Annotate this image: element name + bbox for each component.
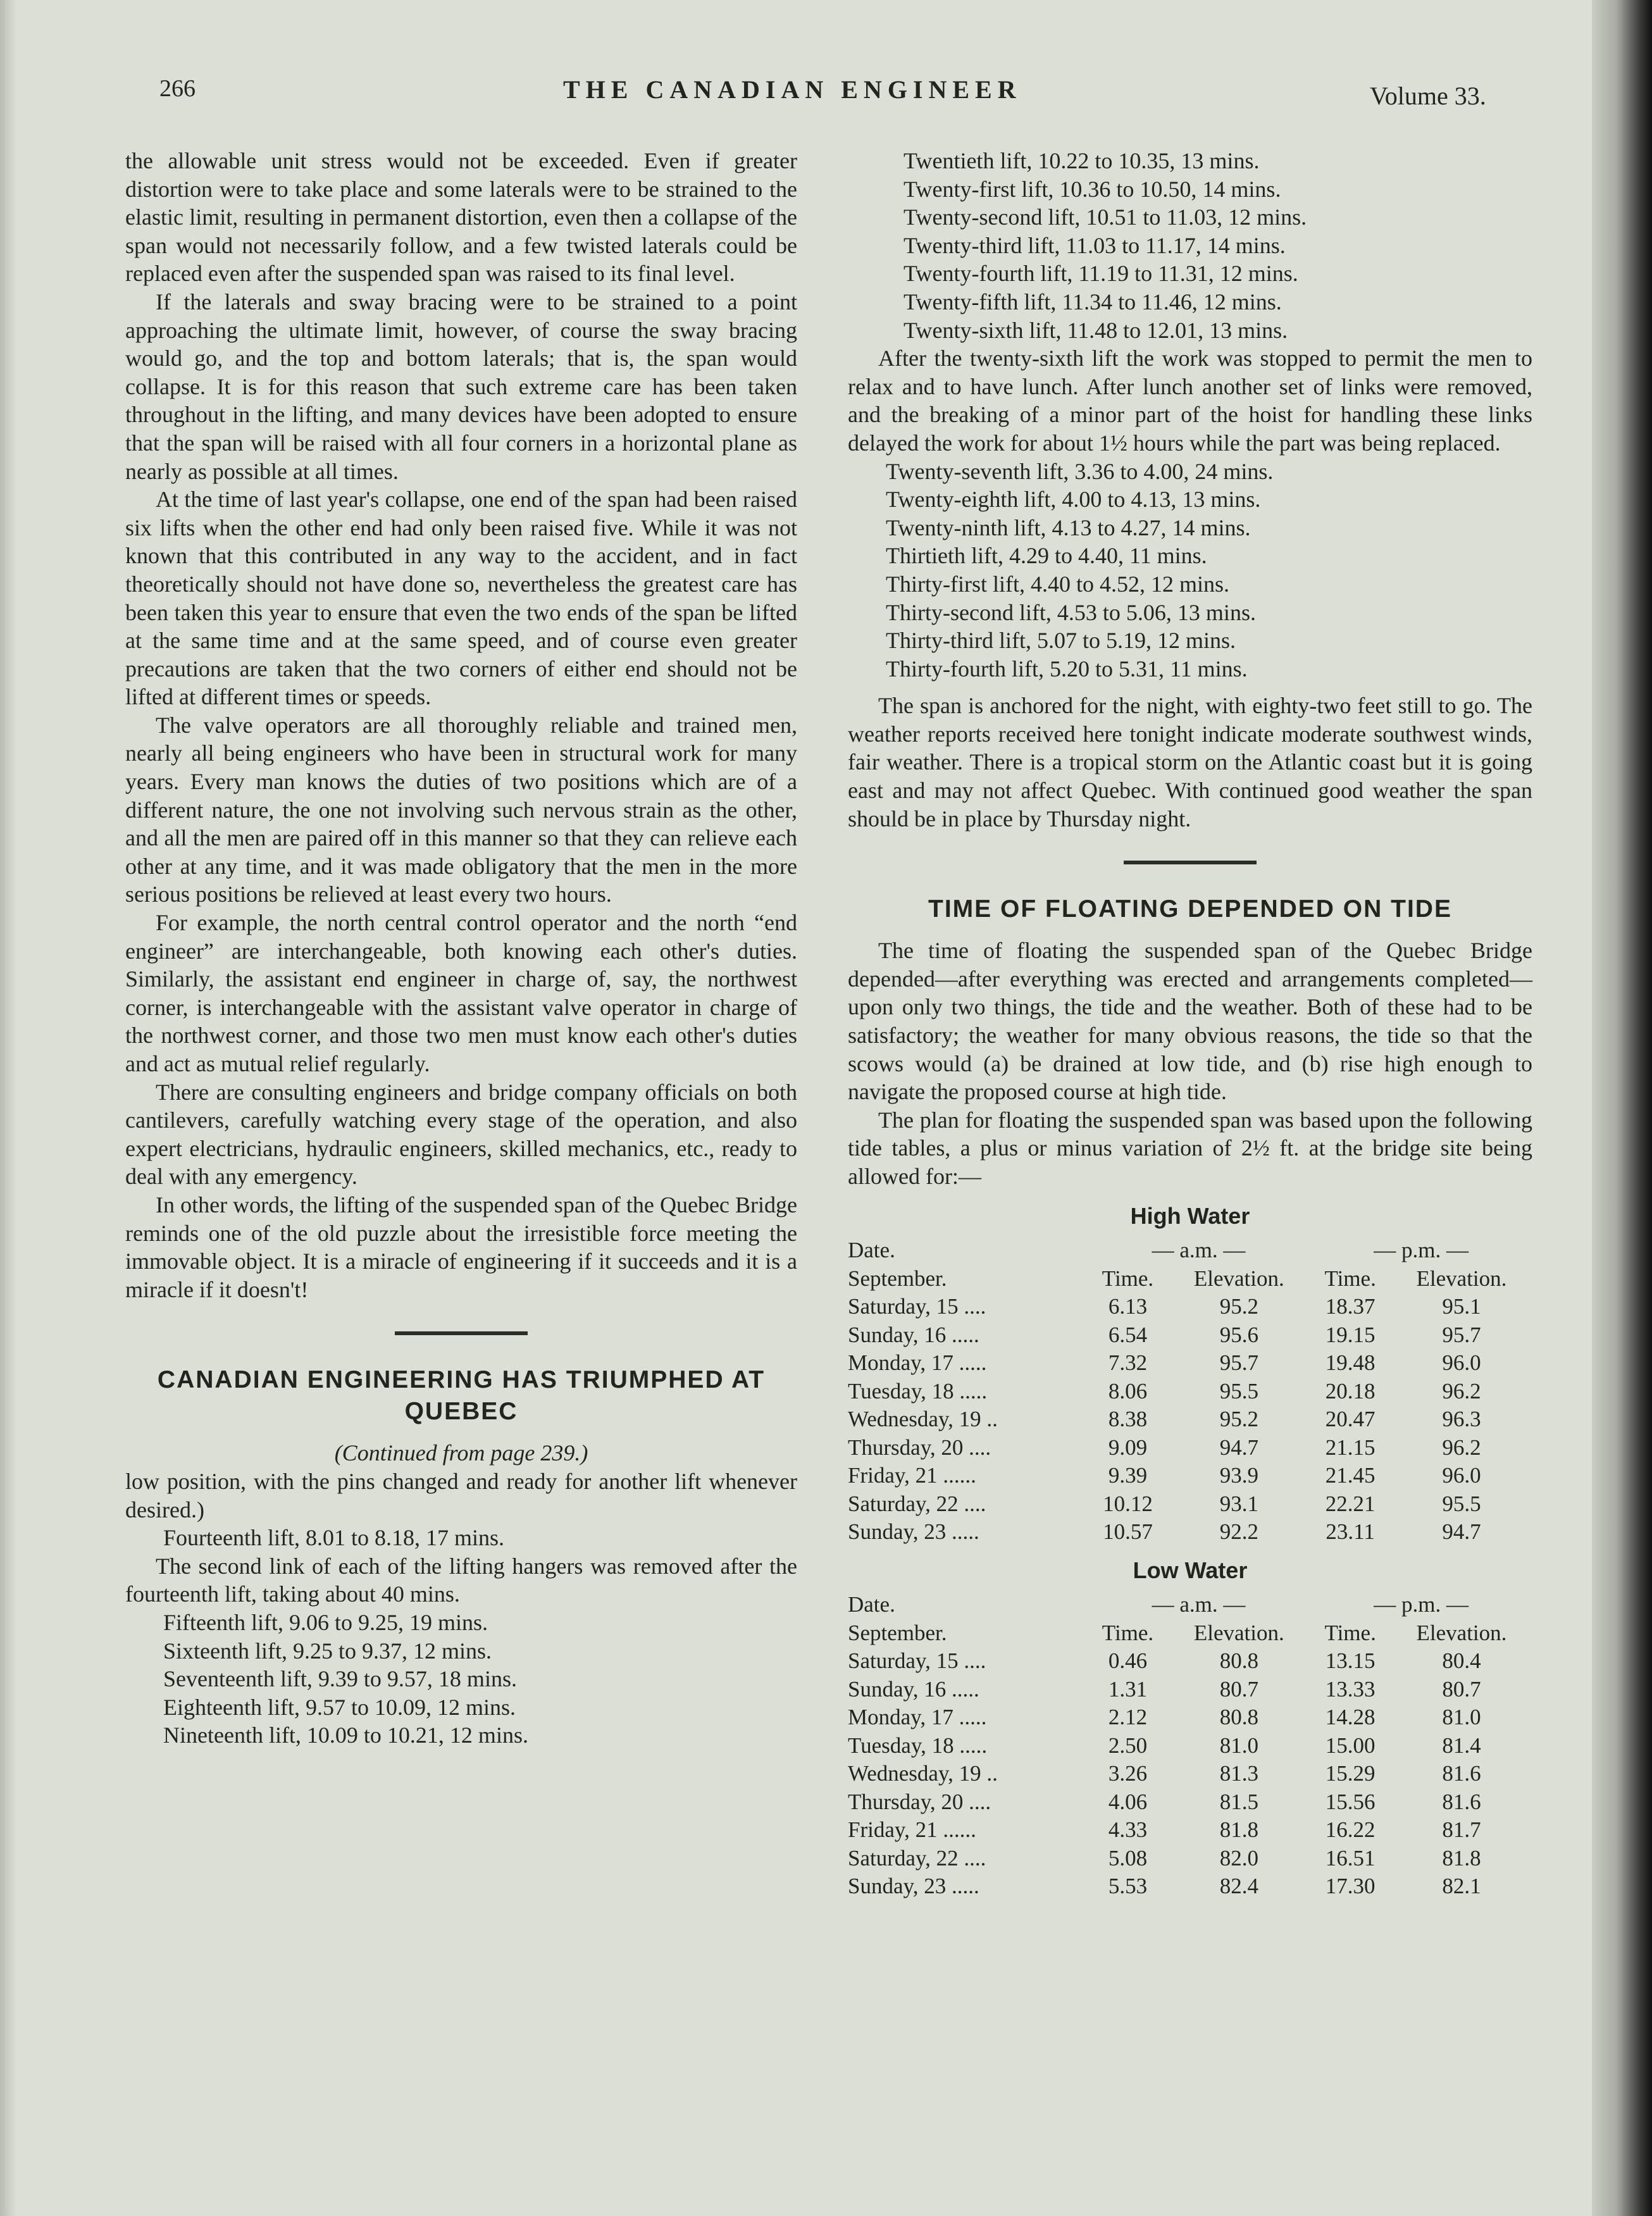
list-item: Fifteenth lift, 9.06 to 9.25, 19 mins. (163, 1609, 488, 1635)
table-cell-pm-time: 23.11 (1326, 1519, 1375, 1545)
table-cell-am-time: 5.53 (1108, 1874, 1148, 1899)
list-item: Twenty-third lift, 11.03 to 11.17, 14 mins. (904, 232, 1286, 258)
table-row (848, 1676, 1532, 1704)
table-cell-day: Tuesday, 18 ..... (848, 1378, 988, 1404)
table-cell-pm-elevation: 95.7 (1442, 1322, 1481, 1347)
table-cell-am-time: 8.38 (1108, 1407, 1148, 1432)
table-cell-am-time: 8.06 (1108, 1378, 1148, 1404)
table-cell-am-elevation: 81.5 (1219, 1789, 1258, 1814)
table-cell-am-elevation: 95.5 (1219, 1378, 1258, 1404)
table-header-row (848, 1265, 1532, 1293)
table-row (848, 1434, 1532, 1462)
list-item: Thirty-second lift, 4.53 to 5.06, 13 mins. (886, 599, 1256, 625)
table-row (848, 1816, 1532, 1845)
page-number: 266 (159, 75, 196, 102)
continued-note: (Continued from page 239.) (334, 1440, 588, 1466)
high-water-table (848, 1236, 1532, 1547)
col-time: Time. (1102, 1620, 1154, 1645)
table-cell-pm-time: 19.15 (1325, 1322, 1376, 1347)
table-cell-pm-elevation: 96.3 (1442, 1407, 1481, 1432)
table-cell-pm-time: 19.48 (1325, 1350, 1376, 1376)
table-cell-am-elevation: 95.2 (1219, 1294, 1258, 1319)
table-cell-pm-time: 15.29 (1325, 1761, 1376, 1786)
table-cell-pm-elevation: 81.7 (1442, 1817, 1481, 1843)
table-row (848, 1760, 1532, 1788)
table-cell-pm-time: 13.15 (1325, 1648, 1376, 1674)
journal-title: THE CANADIAN ENGINEER (563, 75, 1022, 104)
right-column (848, 147, 1532, 1901)
article-heading: TIME OF FLOATING DEPENDED ON TIDE (928, 895, 1452, 923)
col-elevation: Elevation. (1193, 1266, 1284, 1291)
table-cell-pm-elevation: 81.8 (1442, 1845, 1481, 1871)
lift-list (848, 458, 1532, 683)
table-cell-pm-time: 14.28 (1325, 1705, 1376, 1730)
table-cell-day: Sunday, 23 ..... (848, 1519, 979, 1545)
col-month: September. (848, 1266, 947, 1291)
table-header-row (848, 1619, 1532, 1648)
paragraph: In other words, the lifting of the suspended span of the Quebec Bridge reminds one of the old puzzle about the irresistible force meeting the immovable object. It is a miracle of engineering if it succeeds and it is a miracle if it doesn't! (125, 1192, 797, 1302)
table-cell-pm-time: 21.15 (1325, 1435, 1376, 1460)
page-edge-shadow (0, 0, 16, 2216)
table-cell-am-time: 3.26 (1108, 1761, 1148, 1786)
lift-list (125, 1609, 797, 1750)
low-water-title: Low Water (1133, 1557, 1248, 1583)
table-cell-day: Monday, 17 ..... (848, 1350, 987, 1376)
table-row (848, 1293, 1532, 1321)
table-cell-pm-time: 15.00 (1325, 1733, 1376, 1758)
list-item: Nineteenth lift, 10.09 to 10.21, 12 mins. (163, 1722, 528, 1748)
table-cell-am-time: 2.50 (1108, 1733, 1148, 1758)
list-item: Twenty-second lift, 10.51 to 11.03, 12 mins. (904, 204, 1307, 230)
table-row (848, 1845, 1532, 1873)
table-cell-am-time: 6.54 (1108, 1322, 1148, 1347)
table-cell-day: Sunday, 16 ..... (848, 1676, 979, 1702)
table-cell-pm-elevation: 81.0 (1442, 1705, 1481, 1730)
table-cell-pm-elevation: 96.0 (1442, 1350, 1481, 1376)
list-item: Twenty-sixth lift, 11.48 to 12.01, 13 mins. (904, 317, 1288, 343)
table-row (848, 1518, 1532, 1547)
section-rule (1124, 861, 1257, 864)
table-cell-am-time: 9.39 (1108, 1463, 1148, 1488)
table-header-row (848, 1591, 1532, 1619)
table-cell-pm-elevation: 95.5 (1442, 1491, 1481, 1516)
table-cell-am-elevation: 93.1 (1219, 1491, 1258, 1516)
lift-list (125, 1524, 797, 1552)
col-pm: — p.m. — (1374, 1238, 1469, 1263)
table-cell-pm-elevation: 81.6 (1442, 1761, 1481, 1786)
col-pm: — p.m. — (1374, 1592, 1469, 1617)
table-cell-am-time: 2.12 (1108, 1705, 1148, 1730)
table-row (848, 1378, 1532, 1406)
paragraph: For example, the north central control operator and the north “end engineer” are interchangeable, both knowing each other's duties. Similarly, the assistant end engineer in charge of, say, the northwest corner, is interchangeable with the assistant valve operator in charge of the northwest corner, and those two men must know each other's duties and act as mutual relief regularly. (125, 910, 797, 1076)
table-header-row (848, 1236, 1532, 1265)
table-cell-day: Sunday, 23 ..... (848, 1874, 979, 1899)
paragraph: The plan for floating the suspended span was based upon the following tide tables, a plus or minus variation of 2½ ft. at the bridge site being allowed for:— (848, 1107, 1532, 1189)
paragraph: The second link of each of the lifting hangers was removed after the fourteenth lift, taking about 40 mins. (125, 1553, 797, 1607)
table-cell-day: Sunday, 16 ..... (848, 1322, 979, 1347)
table-cell-day: Saturday, 22 .... (848, 1491, 986, 1516)
list-item: Thirtieth lift, 4.29 to 4.40, 11 mins. (886, 543, 1207, 569)
list-item: Twenty-eighth lift, 4.00 to 4.13, 13 mins. (886, 487, 1261, 513)
list-item: Fourteenth lift, 8.01 to 8.18, 17 mins. (163, 1525, 504, 1551)
table-cell-pm-elevation: 81.6 (1442, 1789, 1481, 1814)
table-cell-am-elevation: 81.3 (1219, 1761, 1258, 1786)
col-elevation: Elevation. (1416, 1266, 1507, 1291)
table-cell-day: Saturday, 15 .... (848, 1294, 986, 1319)
high-water-title: High Water (1130, 1202, 1250, 1229)
article-heading: CANADIAN ENGINEERING HAS TRIUMPHED AT QUEBEC (157, 1366, 766, 1426)
table-cell-pm-time: 16.22 (1325, 1817, 1376, 1843)
table-row (848, 1872, 1532, 1901)
paragraph: If the laterals and sway bracing were to be strained to a point approaching the ultimate limit, however, of course the sway bracing would go, and the top and bottom laterals; that is, the span would collapse. It is for this reason that such extreme care has been taken throughout in the lifting, and many devices have been adopted to ensure that the span will be raised with all four corners in a horizontal plane as nearly as possible at all times. (125, 289, 797, 484)
table-row (848, 1462, 1532, 1490)
paragraph: At the time of last year's collapse, one end of the span had been raised six lifts when the other end had only been raised five. While it was not known that this contributed in any way to the accident, and in fact theoretically should not have done so, nevertheless the greatest care has been taken this year to ensure that even the two ends of the span be lifted at the same time and at the same speed, and of course even greater precautions are taken that the two corners of either end should not be lifted at different times or speeds. (125, 487, 797, 710)
table-cell-pm-elevation: 96.2 (1442, 1378, 1481, 1404)
col-time: Time. (1324, 1620, 1376, 1645)
table-cell-pm-time: 22.21 (1325, 1491, 1376, 1516)
table-cell-day: Friday, 21 ...... (848, 1817, 976, 1843)
table-cell-pm-time: 20.47 (1325, 1407, 1376, 1432)
col-time: Time. (1324, 1266, 1376, 1291)
table-cell-pm-elevation: 94.7 (1442, 1519, 1481, 1545)
table-cell-am-elevation: 80.8 (1219, 1705, 1258, 1730)
list-item: Sixteenth lift, 9.25 to 9.37, 12 mins. (163, 1638, 492, 1664)
table-cell-day: Monday, 17 ..... (848, 1705, 987, 1730)
table-cell-am-elevation: 80.7 (1219, 1676, 1258, 1702)
list-item: Seventeenth lift, 9.39 to 9.57, 18 mins. (163, 1666, 517, 1692)
col-am: — a.m. — (1152, 1592, 1246, 1617)
paragraph: The valve operators are all thoroughly reliable and trained men, nearly all being engineers who have been in structural work for many years. Every man knows the duties of two positions which are of a different nature, the one not involving such nervous strain as the other, and all the men are paired off in this manner so that they can relieve each other at any time, and it was made obligatory that the men in the more serious positions be relieved at least every two hours. (125, 712, 797, 907)
table-cell-am-elevation: 95.2 (1219, 1407, 1258, 1432)
book-spine (1592, 0, 1652, 2216)
table-row (848, 1703, 1532, 1732)
list-item: Thirty-third lift, 5.07 to 5.19, 12 mins. (886, 628, 1236, 654)
table-cell-am-elevation: 82.0 (1219, 1845, 1258, 1871)
table-cell-pm-time: 13.33 (1325, 1676, 1376, 1702)
table-cell-am-time: 5.08 (1108, 1845, 1148, 1871)
table-cell-am-elevation: 94.7 (1219, 1435, 1258, 1460)
table-cell-am-elevation: 92.2 (1219, 1519, 1258, 1545)
table-cell-am-elevation: 82.4 (1219, 1874, 1258, 1899)
table-cell-pm-time: 16.51 (1325, 1845, 1376, 1871)
table-cell-pm-time: 15.56 (1325, 1789, 1376, 1814)
table-cell-day: Thursday, 20 .... (848, 1435, 991, 1460)
table-row (848, 1788, 1532, 1817)
paragraph: The time of floating the suspended span of the Quebec Bridge depended—after everything was erected and arrangements completed—upon only two things, the tide and the weather. Both of these had to be satisfactory; the weather for many obvious reasons, the tide so that the scows would (a) be drained at low tide, and (b) rise high enough to navigate the proposed course at high tide. (848, 938, 1532, 1105)
table-cell-am-time: 10.57 (1103, 1519, 1153, 1545)
list-item: Twenty-ninth lift, 4.13 to 4.27, 14 mins. (886, 514, 1251, 540)
table-row (848, 1405, 1532, 1434)
table-cell-day: Thursday, 20 .... (848, 1789, 991, 1814)
section-rule (395, 1331, 528, 1335)
table-row (848, 1349, 1532, 1378)
table-cell-day: Friday, 21 ...... (848, 1463, 976, 1488)
col-elevation: Elevation. (1416, 1620, 1507, 1645)
table-cell-day: Saturday, 22 .... (848, 1845, 986, 1871)
table-cell-pm-elevation: 96.2 (1442, 1435, 1481, 1460)
table-cell-am-time: 7.32 (1108, 1350, 1148, 1376)
col-date: Date. (848, 1592, 895, 1617)
list-item: Twenty-seventh lift, 3.36 to 4.00, 24 mins. (886, 458, 1274, 484)
list-item: Thirty-first lift, 4.40 to 4.52, 12 mins. (886, 571, 1229, 597)
table-cell-am-time: 10.12 (1103, 1491, 1153, 1516)
table-cell-am-elevation: 81.8 (1219, 1817, 1258, 1843)
table-cell-day: Tuesday, 18 ..... (848, 1733, 988, 1758)
table-row (848, 1490, 1532, 1519)
table-cell-pm-elevation: 81.4 (1442, 1733, 1481, 1758)
table-cell-pm-elevation: 95.1 (1442, 1294, 1481, 1319)
table-cell-day: Wednesday, 19 .. (848, 1761, 998, 1786)
table-cell-am-time: 4.33 (1108, 1817, 1148, 1843)
table-cell-pm-elevation: 80.4 (1442, 1648, 1481, 1674)
col-am: — a.m. — (1152, 1238, 1246, 1263)
list-item: Twenty-fourth lift, 11.19 to 11.31, 12 mins. (904, 261, 1298, 287)
table-cell-am-elevation: 81.0 (1219, 1733, 1258, 1758)
col-date: Date. (848, 1238, 895, 1263)
table-row (848, 1647, 1532, 1676)
volume-label: Volume 33. (1370, 82, 1486, 110)
table-cell-pm-time: 18.37 (1325, 1294, 1376, 1319)
paragraph: low position, with the pins changed and ready for another lift whenever desired.) (125, 1468, 797, 1522)
list-item: Twenty-first lift, 10.36 to 10.50, 14 mins. (904, 176, 1281, 202)
lift-list (848, 147, 1532, 344)
table-cell-pm-time: 21.45 (1325, 1463, 1376, 1488)
table-cell-pm-time: 17.30 (1325, 1874, 1376, 1899)
table-row (848, 1321, 1532, 1350)
table-cell-am-elevation: 80.8 (1219, 1648, 1258, 1674)
table-cell-am-elevation: 95.6 (1219, 1322, 1258, 1347)
col-month: September. (848, 1620, 947, 1645)
table-cell-pm-elevation: 96.0 (1442, 1463, 1481, 1488)
table-cell-day: Wednesday, 19 .. (848, 1407, 998, 1432)
table-cell-am-time: 6.13 (1108, 1294, 1148, 1319)
table-cell-am-elevation: 93.9 (1219, 1463, 1258, 1488)
table-cell-am-time: 1.31 (1108, 1676, 1148, 1702)
paragraph: There are consulting engineers and bridge company officials on both cantilevers, carefully watching every stage of the operation, and also expert electricians, hydraulic engineers, skilled mechanics, etc., ready to deal with any emergency. (125, 1079, 797, 1190)
list-item: Twenty-fifth lift, 11.34 to 11.46, 12 mins. (904, 289, 1282, 314)
table-cell-am-elevation: 95.7 (1219, 1350, 1258, 1376)
paragraph: After the twenty-sixth lift the work was stopped to permit the men to relax and to have lunch. After lunch another set of links were removed, and the breaking of a minor part of the hoist for handling these links delayed the work for about 1½ hours while the part was being replaced. (848, 345, 1532, 456)
table-cell-am-time: 9.09 (1108, 1435, 1148, 1460)
table-cell-pm-elevation: 82.1 (1442, 1874, 1481, 1899)
table-cell-am-time: 4.06 (1108, 1789, 1148, 1814)
table-row (848, 1732, 1532, 1760)
col-time: Time. (1102, 1266, 1154, 1291)
col-elevation: Elevation. (1193, 1620, 1284, 1645)
paragraph: The span is anchored for the night, with eighty-two feet still to go. The weather reports received here tonight indicate moderate southwest winds, fair weather. There is a tropical storm on the Atlantic coast but it is going east and may not affect Quebec. With continued good weather the span should be in place by Thursday night. (848, 693, 1532, 831)
paragraph: the allowable unit stress would not be exceeded. Even if greater distortion were to take place and some laterals were to be strained to the elastic limit, resulting in permanent distortion, even then a collapse of the span would not necessarily follow, and a few twisted laterals could be replaced even after the suspended span was raised to its final level. (125, 148, 797, 287)
left-column (125, 147, 797, 1750)
table-cell-am-time: 0.46 (1108, 1648, 1148, 1674)
list-item: Thirty-fourth lift, 5.20 to 5.31, 11 mins. (886, 656, 1248, 682)
list-item: Eighteenth lift, 9.57 to 10.09, 12 mins. (163, 1694, 516, 1720)
list-item: Twentieth lift, 10.22 to 10.35, 13 mins. (904, 148, 1260, 173)
table-cell-day: Saturday, 15 .... (848, 1648, 986, 1674)
table-cell-pm-time: 20.18 (1325, 1378, 1376, 1404)
table-cell-pm-elevation: 80.7 (1442, 1676, 1481, 1702)
low-water-table (848, 1591, 1532, 1901)
